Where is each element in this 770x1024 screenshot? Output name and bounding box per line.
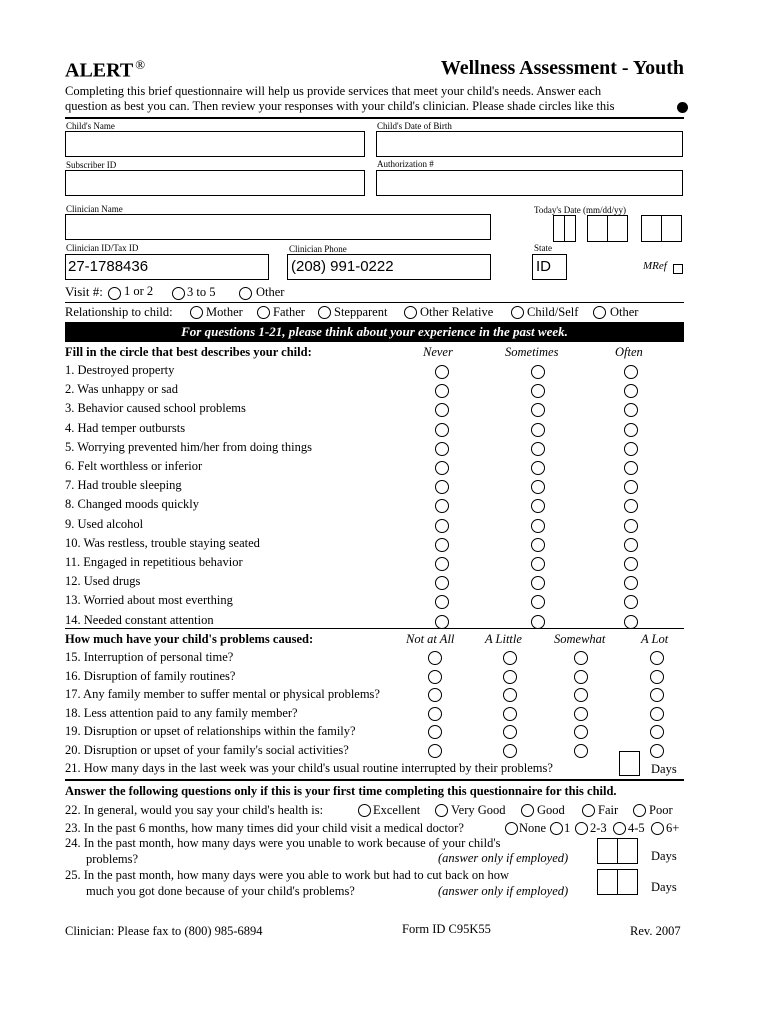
scale-often: Often <box>615 345 643 359</box>
section1-rule <box>65 628 684 629</box>
relationship-option-father: Father <box>273 305 305 319</box>
question-18: 18. Less attention paid to any family member? <box>65 705 298 720</box>
q22-radio-poor[interactable] <box>633 804 646 817</box>
clinician-phone-label: Clinician Phone <box>289 244 347 254</box>
q18-radio-somewhat[interactable] <box>574 707 588 721</box>
visit-rule <box>65 302 684 303</box>
q23-radio-none[interactable] <box>505 822 518 835</box>
authorization-field[interactable] <box>376 170 683 196</box>
relationship-label: Relationship to child: <box>65 305 173 319</box>
visit-option-1-or-2: 1 or 2 <box>124 284 154 298</box>
q6-radio-often[interactable] <box>624 461 638 475</box>
instruction-banner-text: For questions 1-21, please think about your experience in the past week. <box>181 324 568 339</box>
question-24-line1: 24. In the past month, how many days were you unable to work because of your child's <box>65 836 501 850</box>
q19-radio-a-lot[interactable] <box>650 725 664 739</box>
q14-radio-sometimes[interactable] <box>531 615 545 629</box>
q22-option-very-good: Very Good <box>451 803 506 817</box>
q22-option-fair: Fair <box>598 803 619 817</box>
q14-radio-often[interactable] <box>624 615 638 629</box>
question-22: 22. In general, would you say your child's health is: <box>65 803 324 817</box>
scale-never: Never <box>423 345 453 359</box>
q15-radio-not-at-all[interactable] <box>428 651 442 665</box>
form-title: Wellness Assessment - Youth <box>440 57 684 79</box>
q3-radio-sometimes[interactable] <box>531 403 545 417</box>
header-rule <box>65 117 684 119</box>
footer-rev: Rev. 2007 <box>630 924 681 938</box>
q23-option-1: 1 <box>564 821 571 835</box>
scale-a-little: A Little <box>485 632 522 646</box>
mref-checkbox[interactable] <box>673 264 683 274</box>
q11-radio-never[interactable] <box>435 557 449 571</box>
q25-if-employed: (answer only if employed) <box>438 884 569 898</box>
question-21: 21. How many days in the last week was your child's usual routine interrupted by their problems? <box>65 761 553 775</box>
mref-label: MRef <box>643 260 667 272</box>
date-day-tens[interactable] <box>587 215 608 242</box>
q23-radio-6-plus[interactable] <box>651 822 664 835</box>
todays-date-label: Today's Date (mm/dd/yy) <box>534 205 626 215</box>
q23-option-4-5: 4-5 <box>628 821 645 835</box>
state-label: State <box>534 243 552 253</box>
q2-radio-never[interactable] <box>435 384 449 398</box>
date-year-ones[interactable] <box>661 215 682 242</box>
intro-line-2: question as best you can. Then review your responses with your child's clinician. Please shade circles like this <box>65 99 615 113</box>
date-month-ones[interactable] <box>564 215 576 242</box>
intro-line-1: Completing this brief questionnaire will help us provide services that meet your child's needs. Answer each <box>65 84 602 98</box>
q23-radio-4-5[interactable] <box>613 822 626 835</box>
q18-radio-not-at-all[interactable] <box>428 707 442 721</box>
q9-radio-often[interactable] <box>624 519 638 533</box>
q23-radio-2-3[interactable] <box>575 822 588 835</box>
visit-radio-3-to-5[interactable] <box>172 287 185 300</box>
q24-if-employed: (answer only if employed) <box>438 851 569 865</box>
q9-radio-never[interactable] <box>435 519 449 533</box>
q13-radio-often[interactable] <box>624 595 638 609</box>
question-13: 13. Worried about most everthing <box>65 593 233 608</box>
clinician-tax-id-value: 27-1788436 <box>68 258 149 275</box>
q20-radio-not-at-all[interactable] <box>428 744 442 758</box>
q23-option-none: None <box>519 821 547 835</box>
relationship-radio-mother[interactable] <box>190 306 203 319</box>
q19-radio-not-at-all[interactable] <box>428 725 442 739</box>
subscriber-id-field[interactable] <box>65 170 365 196</box>
visit-radio-1-or-2[interactable] <box>108 287 121 300</box>
clinician-name-field[interactable] <box>65 214 491 240</box>
relationship-option-other: Other <box>610 305 639 319</box>
visit-label: Visit #: <box>65 284 103 299</box>
question-12: 12. Used drugs <box>65 574 141 589</box>
q18-radio-a-lot[interactable] <box>650 707 664 721</box>
question-9: 9. Used alcohol <box>65 516 144 531</box>
question-14: 14. Needed constant attention <box>65 612 214 627</box>
q12-radio-often[interactable] <box>624 576 638 590</box>
relationship-option-child-self: Child/Self <box>527 305 579 319</box>
q7-radio-often[interactable] <box>624 480 638 494</box>
q20-radio-somewhat[interactable] <box>574 744 588 758</box>
childs-dob-label: Child's Date of Birth <box>377 121 452 131</box>
q12-radio-never[interactable] <box>435 576 449 590</box>
question-8: 8. Changed moods quickly <box>65 497 200 512</box>
q15-radio-somewhat[interactable] <box>574 651 588 665</box>
clinician-phone-value: (208) 991-0222 <box>291 258 394 275</box>
section2-rule <box>65 779 684 781</box>
clinician-tax-id-label: Clinician ID/Tax ID <box>66 243 139 253</box>
q21-days-label: Days <box>651 762 677 776</box>
question-20: 20. Disruption or upset of your family's social activities? <box>65 743 349 757</box>
q8-radio-often[interactable] <box>624 499 638 513</box>
q16-radio-not-at-all[interactable] <box>428 670 442 684</box>
relationship-option-mother: Mother <box>206 305 243 319</box>
q4-radio-often[interactable] <box>624 423 638 437</box>
question-24-line2: problems? <box>86 852 139 866</box>
q23-option-2-3: 2-3 <box>590 821 607 835</box>
q8-radio-never[interactable] <box>435 499 449 513</box>
q22-radio-good[interactable] <box>521 804 534 817</box>
q13-radio-never[interactable] <box>435 595 449 609</box>
q19-radio-a-little[interactable] <box>503 725 517 739</box>
authorization-label: Authorization # <box>377 159 434 169</box>
q11-radio-sometimes[interactable] <box>531 557 545 571</box>
q7-radio-sometimes[interactable] <box>531 480 545 494</box>
q22-radio-fair[interactable] <box>582 804 595 817</box>
question-2: 2. Was unhappy or sad <box>65 382 178 397</box>
q5-radio-sometimes[interactable] <box>531 442 545 456</box>
section1-heading: Fill in the circle that best describes your child: <box>65 345 312 359</box>
q13-radio-sometimes[interactable] <box>531 595 545 609</box>
q25-days-ones[interactable] <box>617 869 638 895</box>
q22-option-excellent: Excellent <box>373 803 421 817</box>
q10-radio-sometimes[interactable] <box>531 538 545 552</box>
scale-somewhat: Somewhat <box>554 632 606 646</box>
q15-radio-a-lot[interactable] <box>650 651 664 665</box>
q22-option-poor: Poor <box>649 803 673 817</box>
q12-radio-sometimes[interactable] <box>531 576 545 590</box>
clinician-name-label: Clinician Name <box>66 204 123 214</box>
q19-radio-somewhat[interactable] <box>574 725 588 739</box>
date-day-ones[interactable] <box>607 215 628 242</box>
q22-radio-excellent[interactable] <box>358 804 371 817</box>
q10-radio-often[interactable] <box>624 538 638 552</box>
q1-radio-never[interactable] <box>435 365 449 379</box>
question-7: 7. Had trouble sleeping <box>65 478 182 493</box>
question-11: 11. Engaged in repetitious behavior <box>65 555 243 569</box>
scale-a-lot: A Lot <box>641 632 669 646</box>
q4-radio-never[interactable] <box>435 423 449 437</box>
question-10: 10. Was restless, trouble staying seated <box>65 535 260 550</box>
question-16: 16. Disruption of family routines? <box>65 668 236 683</box>
q1-radio-often[interactable] <box>624 365 638 379</box>
q16-radio-somewhat[interactable] <box>574 670 588 684</box>
section3-heading: Answer the following questions only if this is your first time completing this questionnaire for this child. <box>65 784 617 798</box>
visit-option-3-to-5: 3 to 5 <box>187 285 216 299</box>
q20-radio-a-lot[interactable] <box>650 744 664 758</box>
question-25-line1: 25. In the past month, how many days were you able to work but had to cut back on how <box>65 868 510 882</box>
q20-radio-a-little[interactable] <box>503 744 517 758</box>
state-value: ID <box>536 258 551 275</box>
relationship-option-other-relative: Other Relative <box>420 305 494 319</box>
visit-radio-other[interactable] <box>239 287 252 300</box>
q6-radio-never[interactable] <box>435 461 449 475</box>
q22-radio-very-good[interactable] <box>435 804 448 817</box>
q2-radio-sometimes[interactable] <box>531 384 545 398</box>
q5-radio-never[interactable] <box>435 442 449 456</box>
question-15: 15. Interruption of personal time? <box>65 650 234 664</box>
subscriber-id-label: Subscriber ID <box>66 160 117 170</box>
question-1: 1. Destroyed property <box>65 363 175 377</box>
q8-radio-sometimes[interactable] <box>531 499 545 513</box>
question-3: 3. Behavior caused school problems <box>65 401 246 416</box>
date-year-tens[interactable] <box>641 215 662 242</box>
filled-circle-example-icon <box>677 102 688 113</box>
q4-radio-sometimes[interactable] <box>531 423 545 437</box>
relationship-radio-child-self[interactable] <box>511 306 524 319</box>
visit-option-other: Other <box>256 285 285 299</box>
q5-radio-often[interactable] <box>624 442 638 456</box>
q16-radio-a-lot[interactable] <box>650 670 664 684</box>
question-5: 5. Worrying prevented him/her from doing things <box>65 439 312 454</box>
q11-radio-often[interactable] <box>624 557 638 571</box>
footer-fax: Clinician: Please fax to (800) 985-6894 <box>65 924 263 938</box>
question-23: 23. In the past 6 months, how many times did your child visit a medical doctor? <box>65 821 464 835</box>
q25-days-label: Days <box>651 880 677 894</box>
footer-form-id: Form ID C95K55 <box>402 922 491 936</box>
q17-radio-a-lot[interactable] <box>650 688 664 702</box>
q16-radio-a-little[interactable] <box>503 670 517 684</box>
registered-mark: ® <box>135 57 146 72</box>
question-17: 17. Any family member to suffer mental or physical problems? <box>65 687 380 702</box>
childs-name-label: Child's Name <box>66 121 115 131</box>
q18-radio-a-little[interactable] <box>503 707 517 721</box>
q17-radio-not-at-all[interactable] <box>428 688 442 702</box>
q10-radio-never[interactable] <box>435 538 449 552</box>
brand-title <box>65 57 145 83</box>
q24-days-ones[interactable] <box>617 838 638 864</box>
q22-option-good: Good <box>537 803 565 817</box>
q15-radio-a-little[interactable] <box>503 651 517 665</box>
question-25-line2: much you got done because of your child's problems? <box>86 884 355 898</box>
question-4: 4. Had temper outbursts <box>65 420 186 435</box>
q9-radio-sometimes[interactable] <box>531 519 545 533</box>
scale-not-at-all: Not at All <box>406 632 455 646</box>
q21-days-field[interactable] <box>619 751 640 776</box>
q24-days-tens[interactable] <box>597 838 618 864</box>
q23-radio-1[interactable] <box>550 822 563 835</box>
q23-option-6-plus: 6+ <box>666 821 680 835</box>
question-19: 19. Disruption or upset of relationships within the family? <box>65 724 356 739</box>
question-6: 6. Felt worthless or inferior <box>65 459 203 473</box>
relationship-radio-other-relative[interactable] <box>404 306 417 319</box>
q17-radio-a-little[interactable] <box>503 688 517 702</box>
q7-radio-never[interactable] <box>435 480 449 494</box>
q1-radio-sometimes[interactable] <box>531 365 545 379</box>
relationship-radio-stepparent[interactable] <box>318 306 331 319</box>
q2-radio-often[interactable] <box>624 384 638 398</box>
relationship-radio-father[interactable] <box>257 306 270 319</box>
q6-radio-sometimes[interactable] <box>531 461 545 475</box>
q17-radio-somewhat[interactable] <box>574 688 588 702</box>
brand-name: ALERT <box>65 59 134 82</box>
q3-radio-often[interactable] <box>624 403 638 417</box>
q24-days-label: Days <box>651 849 677 863</box>
relationship-option-stepparent: Stepparent <box>334 305 388 319</box>
section2-heading: How much have your child's problems caused: <box>65 632 314 646</box>
relationship-radio-other[interactable] <box>593 306 606 319</box>
q14-radio-never[interactable] <box>435 615 449 629</box>
scale-sometimes: Sometimes <box>505 345 559 359</box>
childs-name-field[interactable] <box>65 131 365 157</box>
childs-dob-field[interactable] <box>376 131 683 157</box>
q3-radio-never[interactable] <box>435 403 449 417</box>
q25-days-tens[interactable] <box>597 869 618 895</box>
